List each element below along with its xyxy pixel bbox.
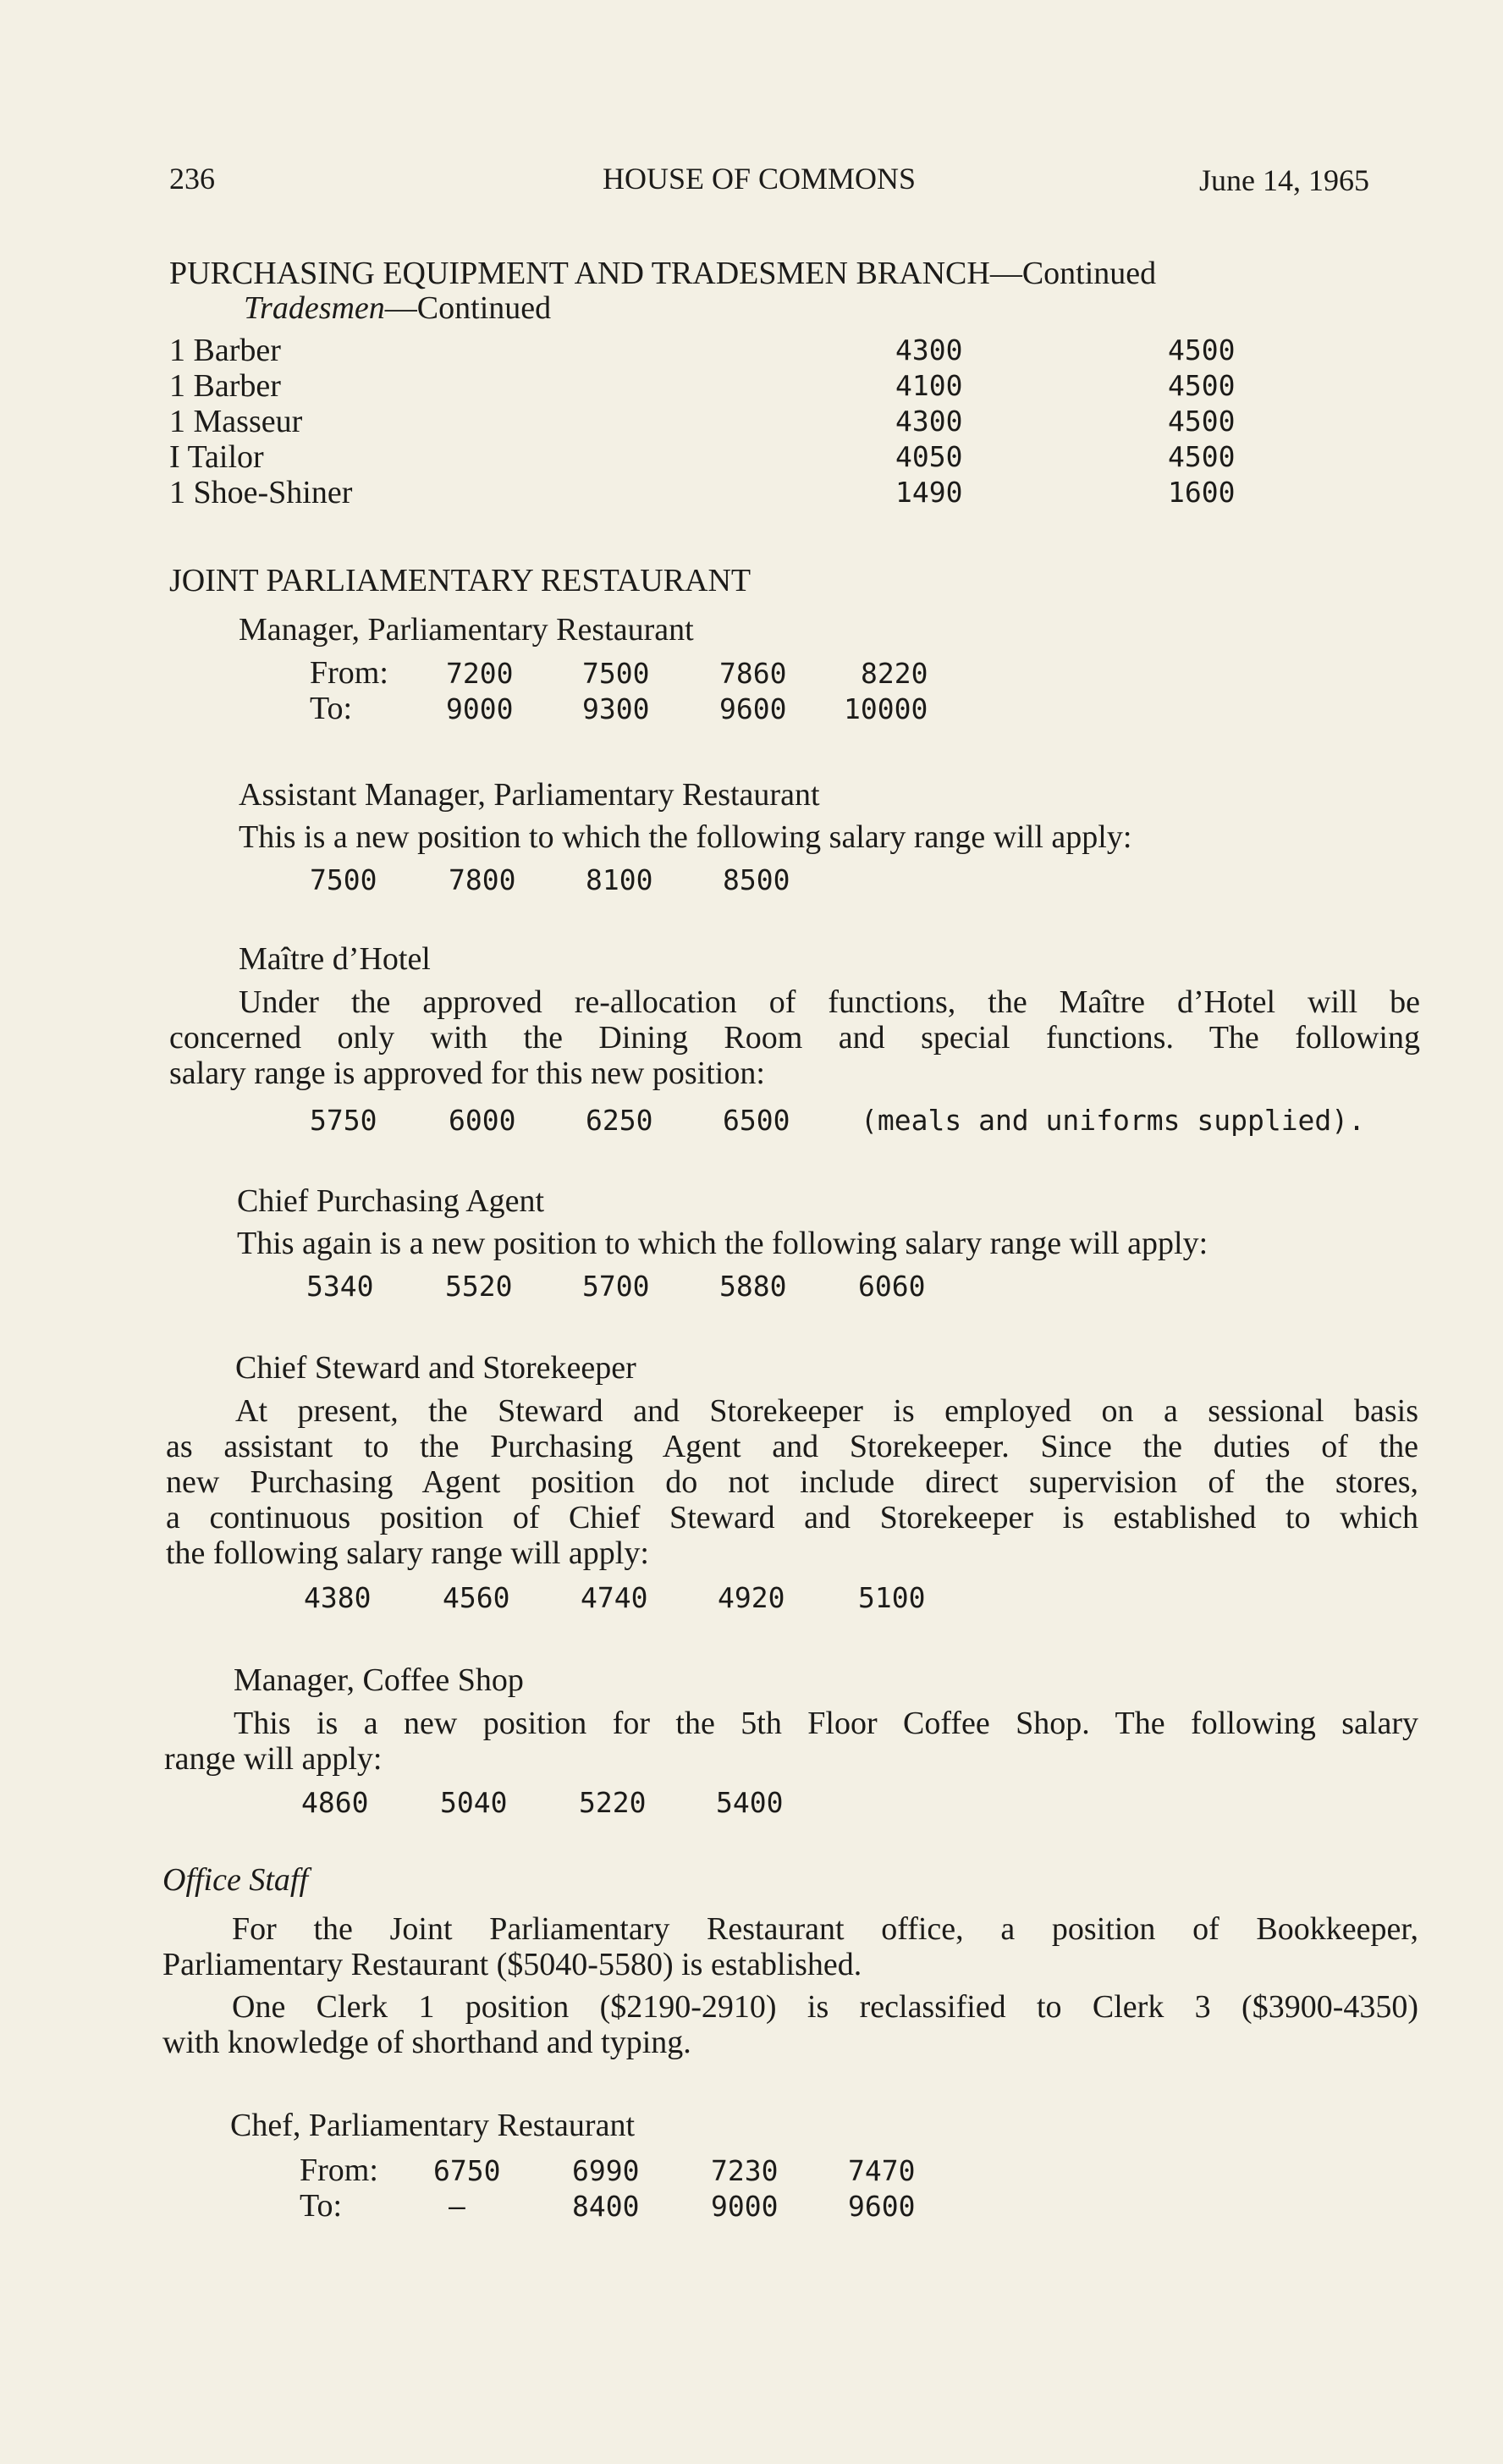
paragraph-line: Parliamentary Restaurant ($5040-5580) is established. xyxy=(162,1947,862,1982)
paragraph-line: concerned only with the Dining Room and special functions. The following xyxy=(169,1020,1420,1056)
salary-value: 5750 xyxy=(310,1104,377,1137)
office-staff-paragraph-1 xyxy=(162,1911,1418,1982)
paragraph-line: a continuous position of Chief Steward and Storekeeper is established to which xyxy=(166,1500,1418,1535)
salary-value: 4920 xyxy=(718,1581,785,1614)
salary-value: 4860 xyxy=(301,1786,369,1819)
paragraph-line: For the Joint Parliamentary Restaurant office, a position of Bookkeeper, xyxy=(232,1911,1418,1947)
office-staff-heading: Office Staff xyxy=(162,1862,309,1898)
row-from: 4300 xyxy=(895,405,963,438)
salary-value: 10000 xyxy=(844,692,928,725)
coffee-shop-paragraph xyxy=(164,1706,1418,1777)
salary-value: 4740 xyxy=(581,1581,648,1614)
maitre-title: Maître d’Hotel xyxy=(239,941,431,977)
salary-value: 6990 xyxy=(572,2154,640,2187)
page-date: June 14, 1965 xyxy=(1199,163,1369,197)
salary-value: 7800 xyxy=(449,863,516,896)
salary-value: 8500 xyxy=(723,863,790,896)
page-title: HOUSE OF COMMONS xyxy=(603,162,917,196)
salary-value: 7500 xyxy=(310,863,377,896)
manager-title: Manager, Parliamentary Restaurant xyxy=(239,612,694,648)
row-label: I Tailor xyxy=(169,439,264,475)
manager-from-label: From: xyxy=(310,655,388,691)
chef-from-label: From: xyxy=(300,2153,378,2188)
paragraph-line: range will apply: xyxy=(164,1741,383,1777)
coffee-shop-values xyxy=(0,1786,1016,1820)
salary-value: 9000 xyxy=(711,2190,779,2223)
office-staff-paragraph-2 xyxy=(162,1989,1418,2060)
row-label: 1 Masseur xyxy=(169,404,303,439)
paragraph-line: Under the approved re-allocation of functions, the Maître d’Hotel will be xyxy=(239,984,1420,1020)
salary-value: 6500 xyxy=(723,1104,790,1137)
subheading-tradesmen xyxy=(244,290,551,326)
salary-value: 8220 xyxy=(861,657,928,690)
salary-value: 7860 xyxy=(719,657,787,690)
salary-value: 9600 xyxy=(848,2190,916,2223)
row-to: 4500 xyxy=(1168,369,1236,402)
assistant-manager-text: This is a new position to which the following salary range will apply: xyxy=(239,819,1132,855)
section-heading-restaurant: JOINT PARLIAMENTARY RESTAURANT xyxy=(169,563,752,598)
maitre-note: (meals and uniforms supplied). xyxy=(861,1104,1366,1137)
salary-value: 7470 xyxy=(848,2154,916,2187)
table-row xyxy=(169,438,1295,474)
salary-value: 5400 xyxy=(716,1786,784,1819)
coffee-shop-title: Manager, Coffee Shop xyxy=(234,1662,524,1698)
salary-value: 7230 xyxy=(711,2154,779,2187)
paragraph-line: One Clerk 1 position ($2190-2910) is reclassified to Clerk 3 ($3900-4350) xyxy=(232,1989,1418,2025)
salary-value: 6060 xyxy=(858,1270,926,1303)
page-number: 236 xyxy=(169,162,215,196)
manager-to-values xyxy=(0,692,1016,726)
manager-to-label: To: xyxy=(310,691,353,726)
chef-from-values xyxy=(0,2154,1016,2188)
table-row xyxy=(169,367,1295,403)
salary-value: — xyxy=(449,2190,465,2223)
row-from: 4050 xyxy=(895,440,963,473)
salary-value: 5520 xyxy=(445,1270,513,1303)
row-from: 4100 xyxy=(895,369,963,402)
paragraph-line: This is a new position for the 5th Floor Coffee Shop. The following salary xyxy=(234,1706,1418,1741)
salary-value: 6750 xyxy=(433,2154,501,2187)
chief-purchasing-text: This again is a new position to which the following salary range will apply: xyxy=(237,1226,1208,1261)
chef-to-label: To: xyxy=(300,2188,343,2224)
paragraph-line: new Purchasing Agent position do not include direct supervision of the stores, xyxy=(166,1464,1418,1500)
salary-value: 5040 xyxy=(440,1786,508,1819)
row-to: 1600 xyxy=(1168,476,1236,509)
salary-value: 9000 xyxy=(446,692,514,725)
subheading-italic: Tradesmen xyxy=(244,290,385,326)
salary-value: 4560 xyxy=(443,1581,510,1614)
salary-value: 5700 xyxy=(582,1270,650,1303)
salary-value: 4380 xyxy=(304,1581,372,1614)
salary-value: 6250 xyxy=(586,1104,653,1137)
row-label: 1 Barber xyxy=(169,368,281,404)
paragraph-line: with knowledge of shorthand and typing. xyxy=(162,2025,691,2060)
chief-steward-values xyxy=(0,1581,1016,1615)
salary-value: 7200 xyxy=(446,657,514,690)
salary-value: 5340 xyxy=(306,1270,374,1303)
assistant-manager-title: Assistant Manager, Parliamentary Restaurant xyxy=(239,777,820,813)
salary-value: 8100 xyxy=(586,863,653,896)
paragraph-line: At present, the Steward and Storekeeper is employed on a sessional basis xyxy=(235,1393,1418,1429)
row-to: 4500 xyxy=(1168,333,1236,367)
paragraph-line: as assistant to the Purchasing Agent and Storekeeper. Since the duties of the xyxy=(166,1429,1418,1464)
chief-purchasing-values xyxy=(0,1270,1016,1304)
salary-value: 9300 xyxy=(582,692,650,725)
salary-value: 8400 xyxy=(572,2190,640,2223)
chef-to-values xyxy=(0,2190,1016,2224)
subheading-rest: —Continued xyxy=(384,290,552,326)
maitre-paragraph xyxy=(169,984,1420,1091)
row-to: 4500 xyxy=(1168,440,1236,473)
table-row xyxy=(169,474,1295,510)
assistant-manager-values xyxy=(0,863,846,897)
row-to: 4500 xyxy=(1168,405,1236,438)
salary-value: 7500 xyxy=(582,657,650,690)
chief-steward-title: Chief Steward and Storekeeper xyxy=(235,1350,636,1386)
chief-steward-paragraph xyxy=(166,1393,1418,1571)
chief-purchasing-title: Chief Purchasing Agent xyxy=(237,1183,545,1219)
salary-value: 5220 xyxy=(579,1786,647,1819)
paragraph-line: salary range is approved for this new position: xyxy=(169,1056,765,1091)
paragraph-line: the following salary range will apply: xyxy=(166,1535,649,1571)
chef-title: Chef, Parliamentary Restaurant xyxy=(230,2108,636,2143)
table-row xyxy=(169,403,1295,438)
row-from: 1490 xyxy=(895,476,963,509)
salary-value: 9600 xyxy=(719,692,787,725)
row-label: 1 Shoe-Shiner xyxy=(169,475,353,510)
row-label: 1 Barber xyxy=(169,333,281,368)
manager-from-values xyxy=(0,657,1016,691)
salary-value: 5880 xyxy=(719,1270,787,1303)
table-row xyxy=(169,332,1295,367)
salary-value: 6000 xyxy=(449,1104,516,1137)
salary-value: 5100 xyxy=(858,1581,926,1614)
section-heading-purchasing: PURCHASING EQUIPMENT AND TRADESMEN BRANCH—Continued xyxy=(169,256,1157,291)
row-from: 4300 xyxy=(895,333,963,367)
